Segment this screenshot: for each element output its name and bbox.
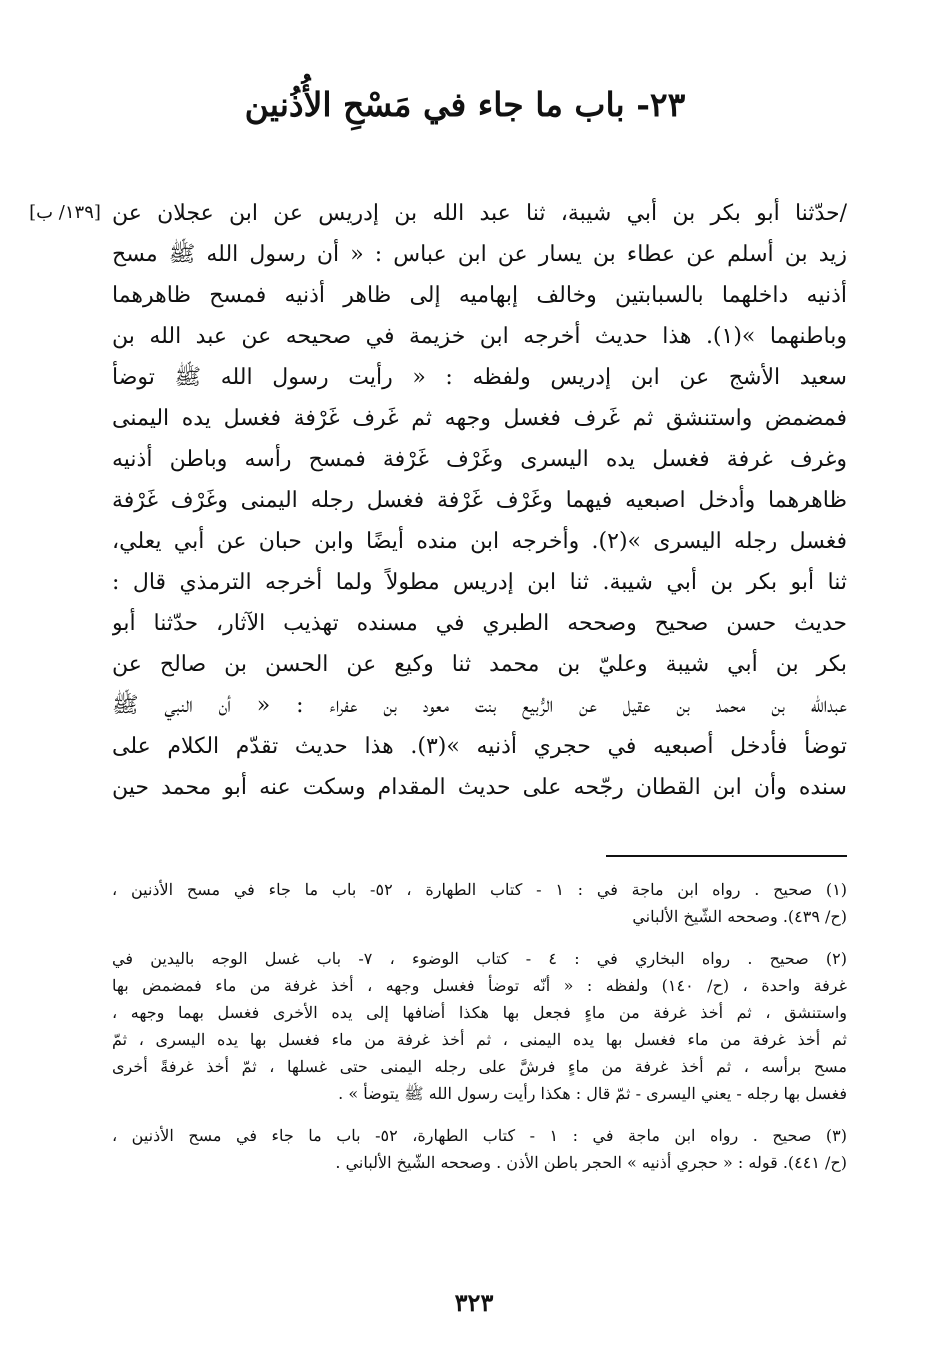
page-number: ٣٢٣ bbox=[454, 1288, 494, 1317]
body-line: /حدّثنا أبو بكر بن أبي شيبة، ثنا عبد الله بن إدريس عن ابن عجلان عن bbox=[112, 201, 847, 226]
footnotes-section bbox=[112, 876, 847, 1191]
footnote-line: ثم أخذ غرفة من ماء فغسل بها يده اليمنى ، ثم أخذ غرفة من ماء فغسل بها يده اليسرى ، ثمّ bbox=[112, 1030, 847, 1049]
footnote-line: (ح/ ٤٤١). قوله : « حجري أذنيه » الحجر باطن الأذن . وصححه الشّيخ الألباني . bbox=[335, 1153, 847, 1172]
footnote-line: (١) صحيح . رواه ابن ماجة في : ١ - كتاب الطهارة ، ٥٢- باب ما جاء في مسح الأذنين ، bbox=[112, 880, 847, 899]
footnote-line: فغسل بها رجله - يعني اليسرى - ثمّ قال : هكذا رأيت رسول الله ﷺ يتوضأ » . bbox=[338, 1084, 847, 1103]
footnote-line: واستنشق ، ثم أخذ غرفة من ماءٍ فجعل بها هكذا أضافها إلى يده الأخرى فغسل بهما وجهه ، bbox=[112, 1003, 847, 1022]
main-body-text bbox=[112, 193, 847, 808]
body-line: سنده وأن ابن القطان رجّحه على حديث المقدام وسكت عنه أبو محمد حين bbox=[112, 775, 847, 800]
body-line: بكر بن أبي شيبة وعليّ بن محمد ثنا وكيع عن الحسن بن صالح عن bbox=[112, 652, 847, 677]
footnote-line: مسح برأسه ، ثم أخذ غرفة من ماءٍ فرشَّ على رجله اليمنى حتى غسلها ، ثمّ أخذ غرفةً أخرى bbox=[112, 1057, 847, 1076]
body-line: فمضمض واستنشق ثم غَرف فغسل وجهه ثم غَرف غَرْفة فغسل يده اليمنى bbox=[112, 406, 847, 431]
footnote-separator bbox=[606, 855, 847, 857]
footnote-line: (٣) صحيح . رواه ابن ماجة في : ١ - كتاب الطهارة، ٥٢- باب ما جاء في مسح الأذنين ، bbox=[112, 1126, 847, 1145]
footnote-line: (٢) صحيح . رواه البخاري في : ٤ - كتاب الوضوء ، ٧- باب غسل الوجه باليدين في bbox=[112, 949, 847, 968]
body-line: وغرف غرفة فغسل يده اليسرى وغَرْف غَرْفة فمسح رأسه وباطن أذنيه bbox=[112, 447, 847, 472]
body-line: ظاهرهما وأدخل اصبعيه فيهما وغَرْف غَرْفة فغسل رجله اليمنى وغَرْف غَرْفة bbox=[112, 488, 847, 513]
footnote-line: غرفة واحدة ، (ح/ ١٤٠) ولفظه : « أنّه توضأ فغسل وجهه ، أخذ غرفة من ماء فمضمض بها bbox=[112, 976, 847, 995]
body-line: توضأ فأدخل أصبعيه في حجري أذنيه »(٣). هذا حديث تقدّم الكلام على bbox=[112, 734, 847, 759]
body-line: عبدالله بن محمد بن عقيل عن الرُّبيع بنت معود بن عفراء : « أن النبي ﷺ bbox=[112, 693, 847, 718]
body-line: ثنا أبو بكر بن أبي شيبة. ثنا ابن إدريس مطولاً ولما أخرجه الترمذي قال : bbox=[112, 570, 847, 595]
footnote-3 bbox=[112, 1122, 847, 1176]
chapter-title: ٢٣- باب ما جاء في مَسْحِ الأُذُنين bbox=[244, 85, 686, 124]
body-line: فغسل رجله اليسرى »(٢). وأخرجه ابن منده أيضًا وابن حبان عن أبي يعلي، bbox=[112, 529, 847, 554]
body-line: حديث حسن صحيح وصححه الطبري في مسنده تهذيب الآثار، حدّثنا أبو bbox=[112, 611, 847, 636]
margin-manuscript-reference: [١٣٩/ ب] bbox=[29, 202, 101, 223]
body-line: سعيد الأشج عن ابن إدريس ولفظه : « رأيت رسول الله ﷺ توضأ bbox=[112, 365, 847, 390]
body-line: أذنيه داخلهما بالسبابتين وخالف إبهاميه إلى ظاهر أذنيه فمسح ظاهرهما bbox=[112, 283, 847, 308]
body-line: زيد بن أسلم عن عطاء بن يسار عن ابن عباس : « أن رسول الله ﷺ مسح bbox=[112, 242, 847, 267]
body-line: وباطنهما »(١). هذا حديث أخرجه ابن خزيمة في صحيحه عن عبد الله بن bbox=[112, 324, 847, 349]
footnote-1 bbox=[112, 876, 847, 930]
footnote-line: (ح/ ٤٣٩). وصححه الشّيخ الألباني bbox=[632, 907, 847, 926]
footnote-2 bbox=[112, 945, 847, 1107]
